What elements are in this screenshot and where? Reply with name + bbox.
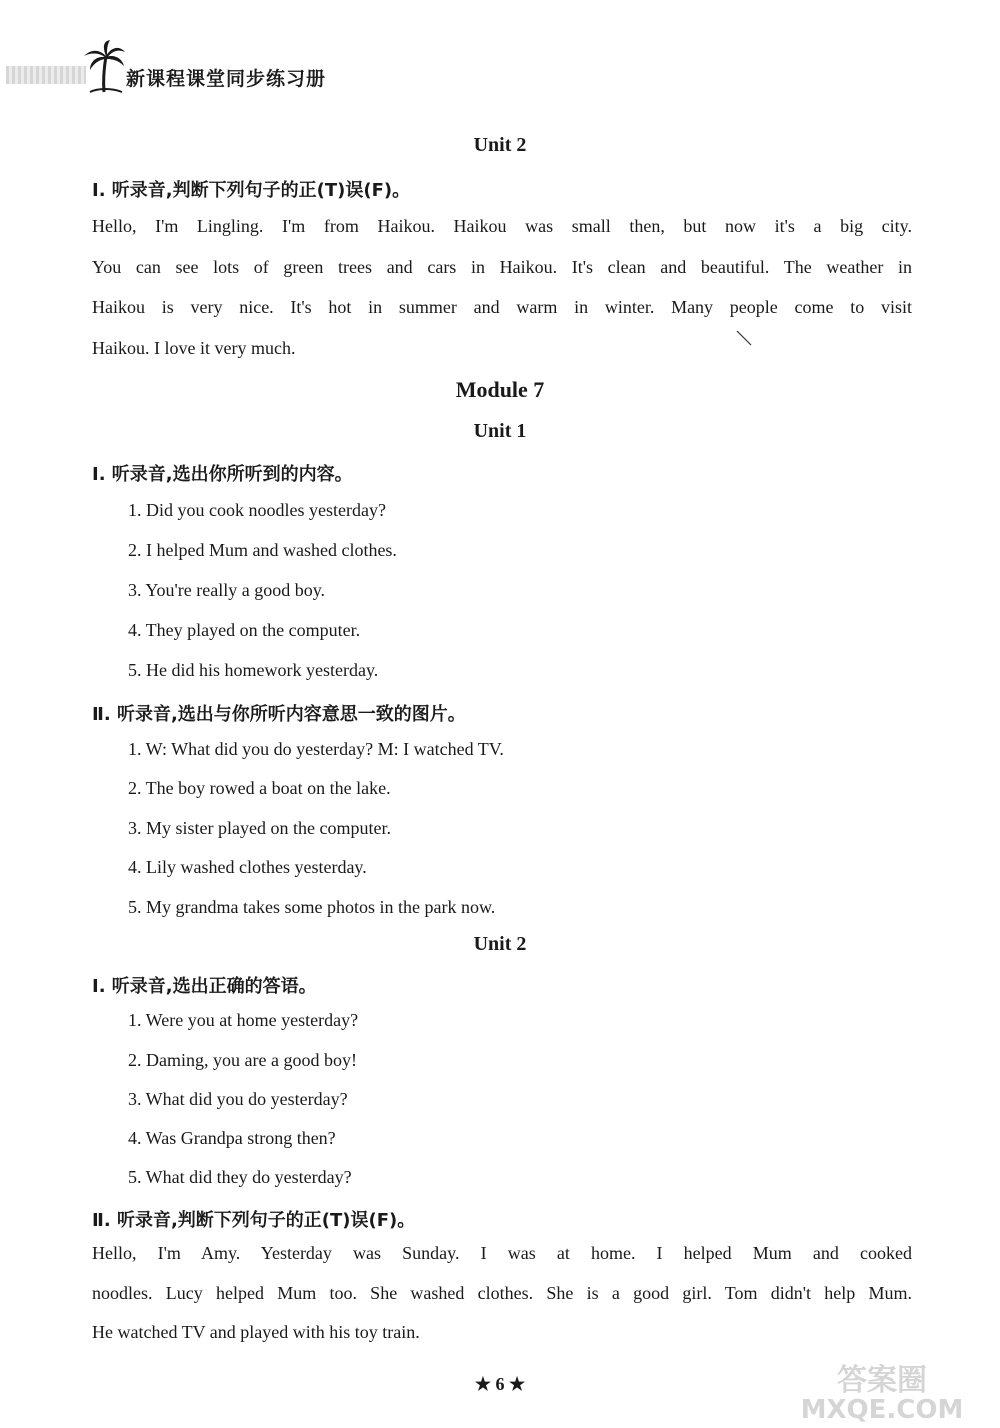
list-item: 2. Daming, you are a good boy! — [128, 1050, 357, 1070]
watermark-logo — [770, 1360, 995, 1422]
list-item: 1. Did you cook noodles yesterday? — [128, 500, 386, 520]
palm-tree-icon — [82, 40, 126, 94]
passage-line: noodles. Lucy helped Mum too. She washed clothes. She is a good girl. Tom didn't help Mum. — [92, 1283, 912, 1303]
section-heading: Ⅱ. 听录音,选出与你所听内容意思一致的图片。 — [92, 704, 466, 725]
list-item: 4. Was Grandpa strong then? — [128, 1128, 336, 1148]
unit-title: Unit 2 — [473, 134, 527, 156]
watermark-text: 答案圈 — [837, 1363, 927, 1398]
passage-line: He watched TV and played with his toy train. — [92, 1322, 420, 1342]
list-item: 4. They played on the computer. — [128, 620, 361, 640]
list-item: 5. What did they do yesterday? — [128, 1167, 352, 1187]
list-item: 1. W: What did you do yesterday? M: I watched TV. — [128, 739, 504, 759]
header-decor-strip — [6, 66, 86, 84]
page-number: ★ 6 ★ — [474, 1374, 526, 1394]
list-item: 3. You're really a good boy. — [128, 580, 326, 600]
list-item: 5. My grandma takes some photos in the park now. — [128, 897, 496, 917]
module-title: Module 7 — [455, 377, 545, 402]
passage-line: You can see lots of green trees and cars in Haikou. It's clean and beautiful. The weather in — [92, 257, 912, 277]
section-heading: Ⅱ. 听录音,判断下列句子的正(T)误(F)。 — [92, 1210, 416, 1231]
page-header — [0, 40, 400, 100]
pen-stroke-mark — [736, 330, 754, 348]
list-item: 2. I helped Mum and washed clothes. — [128, 540, 397, 560]
section-heading: Ⅰ. 听录音,选出你所听到的内容。 — [92, 464, 353, 485]
passage-line: Haikou is very nice. It's hot in summer and warm in winter. Many people come to visit — [92, 297, 912, 317]
list-item: 3. My sister played on the computer. — [128, 818, 391, 838]
passage-line: Hello, I'm Amy. Yesterday was Sunday. I was at home. I helped Mum and cooked — [92, 1243, 912, 1263]
passage-line: Hello, I'm Lingling. I'm from Haikou. Haikou was small then, but now it's a big city. — [92, 216, 912, 236]
unit-title: Unit 1 — [473, 420, 527, 442]
list-item: 5. He did his homework yesterday. — [128, 660, 379, 680]
passage-line: Haikou. I love it very much. — [92, 338, 296, 358]
watermark-url: MXQE.COM — [800, 1395, 964, 1422]
list-item: 1. Were you at home yesterday? — [128, 1010, 359, 1030]
section-heading: Ⅰ. 听录音,判断下列句子的正(T)误(F)。 — [92, 180, 411, 201]
list-item: 2. The boy rowed a boat on the lake. — [128, 778, 391, 798]
book-title: 新课程课堂同步练习册 — [126, 68, 327, 90]
list-item: 4. Lily washed clothes yesterday. — [128, 857, 367, 877]
unit-title: Unit 2 — [473, 933, 527, 955]
section-heading: Ⅰ. 听录音,选出正确的答语。 — [92, 976, 317, 997]
list-item: 3. What did you do yesterday? — [128, 1089, 348, 1109]
